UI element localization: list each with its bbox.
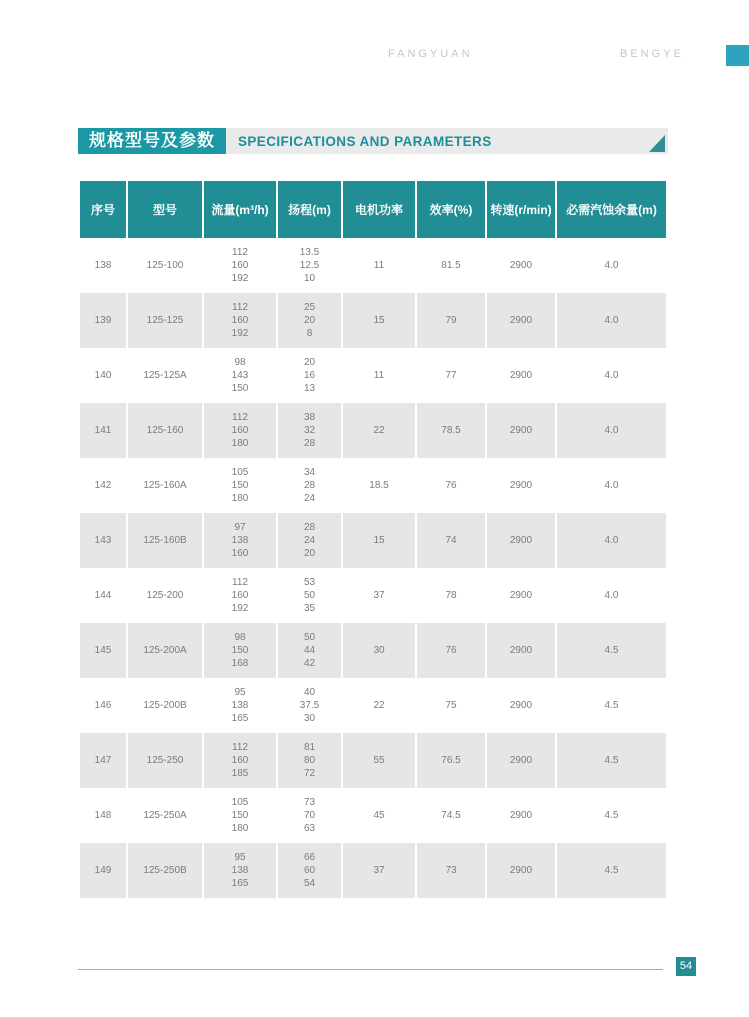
cell-npsh: 4.5 — [557, 733, 666, 788]
cell-model: 125-250A — [128, 788, 202, 843]
cell-no: 148 — [80, 788, 126, 843]
cell-power: 22 — [343, 678, 415, 733]
cell-head: 81 80 72 — [278, 733, 341, 788]
cell-flow: 98 150 168 — [204, 623, 276, 678]
cell-npsh: 4.0 — [557, 458, 666, 513]
cell-flow: 112 160 192 — [204, 568, 276, 623]
cell-head: 73 70 63 — [278, 788, 341, 843]
table-row — [80, 788, 666, 843]
cell-efficiency: 76.5 — [417, 733, 485, 788]
cell-npsh: 4.0 — [557, 513, 666, 568]
cell-power: 55 — [343, 733, 415, 788]
table-row — [80, 293, 666, 348]
cell-power: 37 — [343, 568, 415, 623]
table-row — [80, 678, 666, 733]
cell-speed: 2900 — [487, 733, 555, 788]
cell-head: 66 60 54 — [278, 843, 341, 898]
cell-efficiency: 73 — [417, 843, 485, 898]
cell-head: 28 24 20 — [278, 513, 341, 568]
cell-no: 144 — [80, 568, 126, 623]
brand-word-fangyuan: FANGYUAN — [388, 48, 473, 60]
cell-power: 15 — [343, 293, 415, 348]
cell-model: 125-200B — [128, 678, 202, 733]
cell-model: 125-160B — [128, 513, 202, 568]
cell-npsh: 4.0 — [557, 348, 666, 403]
column-header-head: 扬程(m) — [278, 181, 341, 238]
cell-power: 15 — [343, 513, 415, 568]
cell-no: 149 — [80, 843, 126, 898]
cell-flow: 105 150 180 — [204, 788, 276, 843]
cell-head: 53 50 35 — [278, 568, 341, 623]
cell-model: 125-160 — [128, 403, 202, 458]
cell-efficiency: 74 — [417, 513, 485, 568]
column-header-power: 电机功率 — [343, 181, 415, 238]
cell-head: 40 37.5 30 — [278, 678, 341, 733]
cell-speed: 2900 — [487, 843, 555, 898]
header-row — [80, 181, 666, 238]
cell-no: 146 — [80, 678, 126, 733]
column-header-model: 型号 — [128, 181, 202, 238]
cell-flow: 95 138 165 — [204, 678, 276, 733]
cell-speed: 2900 — [487, 568, 555, 623]
triangle-accent-icon — [649, 135, 665, 152]
cell-power: 37 — [343, 843, 415, 898]
cell-head: 38 32 28 — [278, 403, 341, 458]
cell-model: 125-200 — [128, 568, 202, 623]
cell-power: 22 — [343, 403, 415, 458]
cell-speed: 2900 — [487, 458, 555, 513]
spec-table — [78, 181, 668, 898]
cell-power: 45 — [343, 788, 415, 843]
cell-npsh: 4.0 — [557, 293, 666, 348]
cell-speed: 2900 — [487, 403, 555, 458]
cell-no: 142 — [80, 458, 126, 513]
section-title-zh: 规格型号及参数 — [78, 128, 226, 154]
cell-model: 125-250 — [128, 733, 202, 788]
spec-table-body — [80, 238, 666, 898]
section-title-en: SPECIFICATIONS AND PARAMETERS — [238, 133, 492, 149]
cell-flow: 112 160 180 — [204, 403, 276, 458]
cell-no: 139 — [80, 293, 126, 348]
cell-flow: 112 160 192 — [204, 238, 276, 293]
cell-no: 140 — [80, 348, 126, 403]
cell-npsh: 4.0 — [557, 568, 666, 623]
cell-flow: 98 143 150 — [204, 348, 276, 403]
cell-speed: 2900 — [487, 293, 555, 348]
cell-efficiency: 74.5 — [417, 788, 485, 843]
cell-head: 50 44 42 — [278, 623, 341, 678]
cell-flow: 95 138 165 — [204, 843, 276, 898]
table-row — [80, 458, 666, 513]
cell-efficiency: 77 — [417, 348, 485, 403]
column-header-efficiency: 效率(%) — [417, 181, 485, 238]
column-header-no: 序号 — [80, 181, 126, 238]
cell-efficiency: 81.5 — [417, 238, 485, 293]
cell-npsh: 4.0 — [557, 403, 666, 458]
table-row — [80, 513, 666, 568]
cell-efficiency: 76 — [417, 623, 485, 678]
spec-table-head — [80, 181, 666, 238]
cell-flow: 105 150 180 — [204, 458, 276, 513]
cell-no: 141 — [80, 403, 126, 458]
cell-flow: 97 138 160 — [204, 513, 276, 568]
cell-head: 34 28 24 — [278, 458, 341, 513]
table-row — [80, 238, 666, 293]
table-row — [80, 843, 666, 898]
cell-flow: 112 160 185 — [204, 733, 276, 788]
cell-power: 11 — [343, 348, 415, 403]
table-row — [80, 568, 666, 623]
cell-speed: 2900 — [487, 623, 555, 678]
cell-efficiency: 78 — [417, 568, 485, 623]
cell-npsh: 4.5 — [557, 623, 666, 678]
cell-power: 30 — [343, 623, 415, 678]
cell-model: 125-125A — [128, 348, 202, 403]
cell-efficiency: 76 — [417, 458, 485, 513]
cell-efficiency: 79 — [417, 293, 485, 348]
cell-power: 11 — [343, 238, 415, 293]
cell-model: 125-160A — [128, 458, 202, 513]
section-title-bar — [226, 128, 668, 154]
cell-model: 125-250B — [128, 843, 202, 898]
table-row — [80, 733, 666, 788]
cell-efficiency: 78.5 — [417, 403, 485, 458]
cell-head: 25 20 8 — [278, 293, 341, 348]
cell-head: 20 16 13 — [278, 348, 341, 403]
table-row — [80, 403, 666, 458]
cell-power: 18.5 — [343, 458, 415, 513]
cell-model: 125-200A — [128, 623, 202, 678]
table-row — [80, 348, 666, 403]
cell-speed: 2900 — [487, 678, 555, 733]
column-header-speed: 转速(r/min) — [487, 181, 555, 238]
column-header-flow: 流量(m³/h) — [204, 181, 276, 238]
cell-no: 138 — [80, 238, 126, 293]
column-header-npsh: 必需汽蚀余量(m) — [557, 181, 666, 238]
cell-speed: 2900 — [487, 348, 555, 403]
cell-no: 147 — [80, 733, 126, 788]
cell-model: 125-100 — [128, 238, 202, 293]
corner-accent-square — [726, 45, 749, 66]
cell-speed: 2900 — [487, 788, 555, 843]
cell-npsh: 4.5 — [557, 678, 666, 733]
cell-no: 143 — [80, 513, 126, 568]
page-number-badge: 54 — [676, 957, 696, 976]
cell-flow: 112 160 192 — [204, 293, 276, 348]
table-row — [80, 623, 666, 678]
cell-head: 13.5 12.5 10 — [278, 238, 341, 293]
cell-speed: 2900 — [487, 238, 555, 293]
cell-no: 145 — [80, 623, 126, 678]
brand-word-bengye: BENGYE — [620, 48, 684, 60]
spec-table-wrap — [78, 181, 668, 898]
cell-npsh: 4.5 — [557, 843, 666, 898]
cell-efficiency: 75 — [417, 678, 485, 733]
cell-speed: 2900 — [487, 513, 555, 568]
footer-rule — [78, 969, 663, 970]
section-title — [78, 128, 668, 154]
cell-model: 125-125 — [128, 293, 202, 348]
cell-npsh: 4.0 — [557, 238, 666, 293]
cell-npsh: 4.5 — [557, 788, 666, 843]
